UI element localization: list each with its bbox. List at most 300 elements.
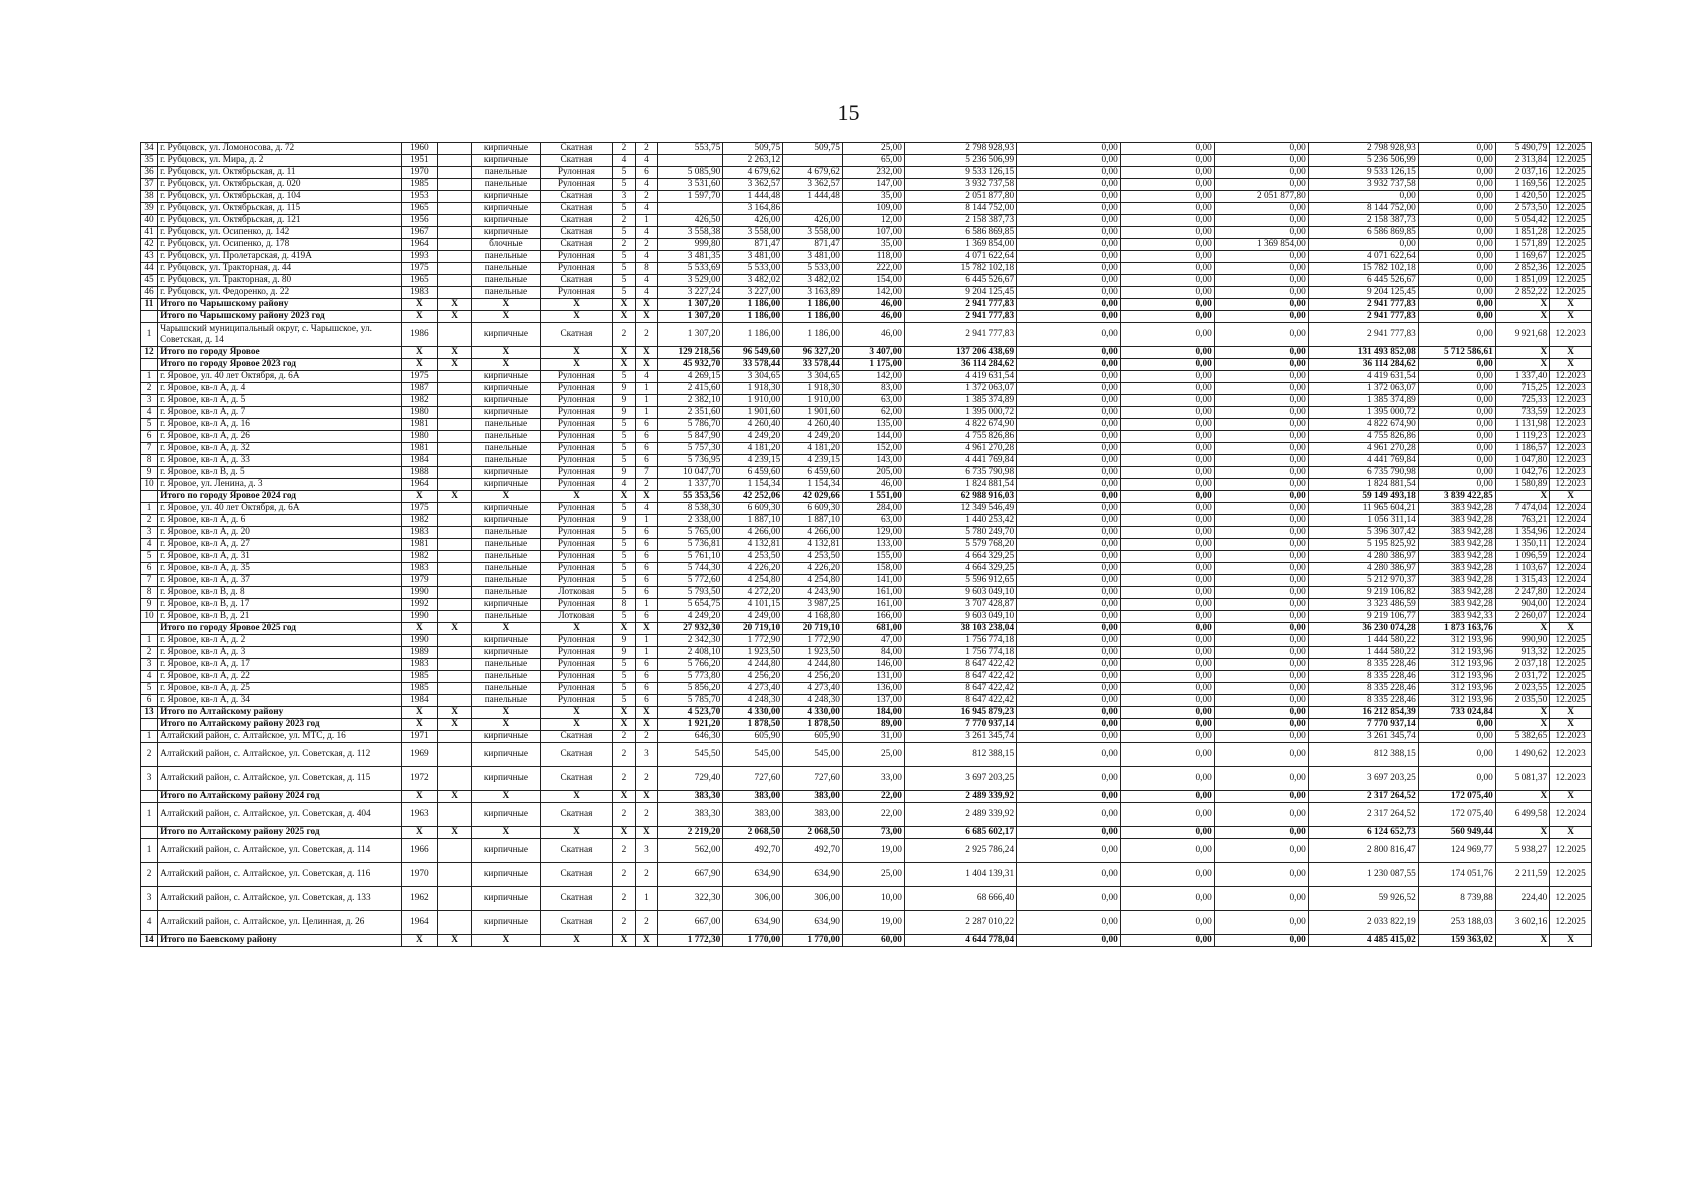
overhaul-year-cell (438, 419, 472, 431)
other-funds-cell: 383 942,28 (1418, 575, 1495, 587)
residents-cell: 25,00 (842, 863, 904, 887)
regional-funds-cell: 0,00 (1120, 635, 1214, 647)
cost-per-sqm-cell: 2 260,07 (1495, 611, 1549, 623)
residential-area-cell: 509,75 (783, 143, 843, 155)
roof-type-cell: Скатная (540, 743, 613, 767)
owners-funds-cell: 0,00 (1308, 191, 1418, 203)
residential-area-cell: 634,90 (783, 863, 843, 887)
planned-date-cell: 12.2025 (1550, 647, 1592, 659)
floors-cell: 3 (613, 191, 635, 203)
local-funds-cell: 0,00 (1214, 635, 1308, 647)
overhaul-year-cell (438, 635, 472, 647)
roof-type-cell: Скатная (540, 227, 613, 239)
federal-funds-cell: 0,00 (1017, 623, 1121, 635)
row-number-cell: 39 (141, 203, 158, 215)
address-cell: г. Яровое, кв-л А, д. 26 (158, 431, 402, 443)
residential-area-cell (783, 203, 843, 215)
other-funds-cell: 383 942,33 (1418, 611, 1495, 623)
roof-type-cell: Рулонная (540, 659, 613, 671)
total-cost-cell: 3 697 203,25 (904, 767, 1016, 791)
entrances-cell: 6 (635, 683, 657, 695)
federal-funds-cell: 0,00 (1017, 827, 1121, 839)
regional-funds-cell: 0,00 (1120, 611, 1214, 623)
premises-area-cell: 634,90 (723, 911, 783, 935)
cost-per-sqm-cell: 1 103,67 (1495, 563, 1549, 575)
wall-material-cell: X (472, 359, 540, 371)
federal-funds-cell: 0,00 (1017, 863, 1121, 887)
planned-date-cell: 12.2023 (1550, 479, 1592, 491)
table-row (141, 731, 1592, 743)
total-area-cell: 426,50 (658, 215, 723, 227)
table-row (141, 179, 1592, 191)
roof-type-cell: X (540, 707, 613, 719)
regional-funds-cell: 0,00 (1120, 587, 1214, 599)
local-funds-cell: 2 051 877,80 (1214, 191, 1308, 203)
cost-per-sqm-cell: 1 169,56 (1495, 179, 1549, 191)
owners-funds-cell: 1 372 063,07 (1308, 383, 1418, 395)
residents-cell: 284,00 (842, 503, 904, 515)
planned-date-cell: 12.2025 (1550, 695, 1592, 707)
table-row-total (141, 347, 1592, 359)
residential-area-cell: 4 248,30 (783, 695, 843, 707)
regional-funds-cell: 0,00 (1120, 299, 1214, 311)
federal-funds-cell: 0,00 (1017, 347, 1121, 359)
row-number-cell: 3 (141, 659, 158, 671)
cost-per-sqm-cell: 1 096,59 (1495, 551, 1549, 563)
commissioning-year-cell: 1975 (401, 503, 437, 515)
commissioning-year-cell: 1985 (401, 179, 437, 191)
overhaul-year-cell (438, 551, 472, 563)
floors-cell: 9 (613, 395, 635, 407)
owners-funds-cell: 1 395 000,72 (1308, 407, 1418, 419)
floors-cell: 5 (613, 275, 635, 287)
table-row (141, 587, 1592, 599)
cost-per-sqm-cell: X (1495, 311, 1549, 323)
premises-area-cell: 1 910,00 (723, 395, 783, 407)
total-cost-cell: 2 941 777,83 (904, 323, 1016, 347)
entrances-cell: 6 (635, 431, 657, 443)
federal-funds-cell: 0,00 (1017, 311, 1121, 323)
regional-funds-cell: 0,00 (1120, 887, 1214, 911)
residents-cell: 12,00 (842, 215, 904, 227)
local-funds-cell: 0,00 (1214, 299, 1308, 311)
planned-date-cell: X (1550, 491, 1592, 503)
floors-cell: 2 (613, 239, 635, 251)
floors-cell: 2 (613, 863, 635, 887)
planned-date-cell: 12.2024 (1550, 563, 1592, 575)
federal-funds-cell: 0,00 (1017, 359, 1121, 371)
total-cost-cell: 4 961 270,28 (904, 443, 1016, 455)
total-area-cell: 2 408,10 (658, 647, 723, 659)
premises-area-cell: 33 578,44 (723, 359, 783, 371)
address-cell: г. Рубцовск, ул. Тракторная, д. 80 (158, 275, 402, 287)
entrances-cell: 2 (635, 239, 657, 251)
residents-cell: 65,00 (842, 155, 904, 167)
address-cell: Алтайский район, с. Алтайское, ул. Советская, д. 133 (158, 887, 402, 911)
floors-cell: 5 (613, 287, 635, 299)
local-funds-cell: 0,00 (1214, 467, 1308, 479)
cost-per-sqm-cell: 733,59 (1495, 407, 1549, 419)
roof-type-cell: X (540, 791, 613, 803)
planned-date-cell: 12.2023 (1550, 743, 1592, 767)
wall-material-cell: кирпичные (472, 503, 540, 515)
owners-funds-cell: 3 261 345,74 (1308, 731, 1418, 743)
overhaul-year-cell (438, 407, 472, 419)
other-funds-cell: 8 739,88 (1418, 887, 1495, 911)
roof-type-cell: Рулонная (540, 635, 613, 647)
wall-material-cell: панельные (472, 419, 540, 431)
federal-funds-cell: 0,00 (1017, 539, 1121, 551)
roof-type-cell: Рулонная (540, 551, 613, 563)
local-funds-cell: 0,00 (1214, 683, 1308, 695)
planned-date-cell: 12.2023 (1550, 731, 1592, 743)
premises-area-cell: 1 923,50 (723, 647, 783, 659)
federal-funds-cell: 0,00 (1017, 467, 1121, 479)
residential-area-cell: 96 327,20 (783, 347, 843, 359)
federal-funds-cell: 0,00 (1017, 155, 1121, 167)
residents-cell: 35,00 (842, 239, 904, 251)
residents-cell: 205,00 (842, 467, 904, 479)
total-cost-cell: 12 349 546,49 (904, 503, 1016, 515)
owners-funds-cell: 4 961 270,28 (1308, 443, 1418, 455)
cost-per-sqm-cell: 2 313,84 (1495, 155, 1549, 167)
total-area-cell: 5 761,10 (658, 551, 723, 563)
owners-funds-cell: 2 941 777,83 (1308, 323, 1418, 347)
total-cost-cell: 4 419 631,54 (904, 371, 1016, 383)
total-area-cell: 3 558,38 (658, 227, 723, 239)
commissioning-year-cell: 1983 (401, 563, 437, 575)
floors-cell: 5 (613, 611, 635, 623)
entrances-cell: 4 (635, 179, 657, 191)
other-funds-cell: 383 942,28 (1418, 563, 1495, 575)
local-funds-cell: 0,00 (1214, 599, 1308, 611)
floors-cell: 5 (613, 179, 635, 191)
residents-cell: 133,00 (842, 539, 904, 551)
federal-funds-cell: 0,00 (1017, 887, 1121, 911)
federal-funds-cell: 0,00 (1017, 575, 1121, 587)
premises-area-cell: 4 226,20 (723, 563, 783, 575)
table-row (141, 551, 1592, 563)
other-funds-cell: 0,00 (1418, 143, 1495, 155)
other-funds-cell: 383 942,28 (1418, 599, 1495, 611)
other-funds-cell: 253 188,03 (1418, 911, 1495, 935)
cost-per-sqm-cell: 1 490,62 (1495, 743, 1549, 767)
total-area-cell: 5 736,95 (658, 455, 723, 467)
overhaul-year-cell (438, 275, 472, 287)
federal-funds-cell: 0,00 (1017, 635, 1121, 647)
total-cost-cell: 4 071 622,64 (904, 251, 1016, 263)
commissioning-year-cell: 1975 (401, 263, 437, 275)
regional-funds-cell: 0,00 (1120, 839, 1214, 863)
owners-funds-cell: 6 586 869,85 (1308, 227, 1418, 239)
planned-date-cell: 12.2023 (1550, 383, 1592, 395)
residents-cell: 31,00 (842, 731, 904, 743)
wall-material-cell: панельные (472, 551, 540, 563)
commissioning-year-cell: X (401, 707, 437, 719)
address-cell: г. Яровое, кв-л В, д. 8 (158, 587, 402, 599)
owners-funds-cell: 8 335 228,46 (1308, 695, 1418, 707)
premises-area-cell: 306,00 (723, 887, 783, 911)
table-row (141, 743, 1592, 767)
residential-area-cell: 492,70 (783, 839, 843, 863)
total-cost-cell: 2 158 387,73 (904, 215, 1016, 227)
table-row-total (141, 935, 1592, 947)
wall-material-cell: панельные (472, 443, 540, 455)
address-cell: г. Яровое, кв-л А, д. 25 (158, 683, 402, 695)
wall-material-cell: X (472, 935, 540, 947)
roof-type-cell: Скатная (540, 203, 613, 215)
cost-per-sqm-cell: X (1495, 707, 1549, 719)
total-area-cell: 5 773,80 (658, 671, 723, 683)
overhaul-year-cell (438, 215, 472, 227)
entrances-cell: 2 (635, 323, 657, 347)
commissioning-year-cell: 1963 (401, 803, 437, 827)
table-row (141, 503, 1592, 515)
total-area-cell: 2 382,10 (658, 395, 723, 407)
planned-date-cell: 12.2024 (1550, 803, 1592, 827)
other-funds-cell: 0,00 (1418, 167, 1495, 179)
regional-funds-cell: 0,00 (1120, 215, 1214, 227)
owners-funds-cell: 4 280 386,97 (1308, 551, 1418, 563)
total-area-cell: 646,30 (658, 731, 723, 743)
address-cell: г. Рубцовск, ул. Октябрьская, д. 11 (158, 167, 402, 179)
table-row (141, 215, 1592, 227)
row-number-cell: 4 (141, 407, 158, 419)
table-row (141, 167, 1592, 179)
local-funds-cell: 0,00 (1214, 539, 1308, 551)
planned-date-cell: 12.2024 (1550, 539, 1592, 551)
premises-area-cell: 3 304,65 (723, 371, 783, 383)
total-cost-cell: 9 533 126,15 (904, 167, 1016, 179)
owners-funds-cell: 8 335 228,46 (1308, 671, 1418, 683)
residents-cell: 142,00 (842, 371, 904, 383)
federal-funds-cell: 0,00 (1017, 455, 1121, 467)
regional-funds-cell: 0,00 (1120, 575, 1214, 587)
roof-type-cell: Рулонная (540, 539, 613, 551)
regional-funds-cell: 0,00 (1120, 863, 1214, 887)
roof-type-cell: Рулонная (540, 683, 613, 695)
total-cost-cell: 137 206 438,69 (904, 347, 1016, 359)
total-cost-cell: 2 941 777,83 (904, 299, 1016, 311)
entrances-cell: 2 (635, 803, 657, 827)
total-cost-cell: 9 204 125,45 (904, 287, 1016, 299)
residents-cell: 129,00 (842, 527, 904, 539)
row-number-cell: 12 (141, 347, 158, 359)
entrances-cell: 4 (635, 503, 657, 515)
other-funds-cell: 159 363,02 (1418, 935, 1495, 947)
entrances-cell: 1 (635, 407, 657, 419)
total-cost-cell: 2 287 010,22 (904, 911, 1016, 935)
overhaul-year-cell (438, 191, 472, 203)
table-row (141, 239, 1592, 251)
premises-area-cell: 3 227,00 (723, 287, 783, 299)
total-cost-cell: 5 579 768,20 (904, 539, 1016, 551)
cost-per-sqm-cell: 1 047,80 (1495, 455, 1549, 467)
row-number-cell: 5 (141, 551, 158, 563)
floors-cell: X (613, 623, 635, 635)
regional-funds-cell: 0,00 (1120, 683, 1214, 695)
row-number-cell: 10 (141, 479, 158, 491)
entrances-cell: 1 (635, 515, 657, 527)
total-cost-cell: 1 395 000,72 (904, 407, 1016, 419)
wall-material-cell: X (472, 719, 540, 731)
residents-cell: 107,00 (842, 227, 904, 239)
residential-area-cell: 2 068,50 (783, 827, 843, 839)
owners-funds-cell: 8 335 228,46 (1308, 659, 1418, 671)
regional-funds-cell: 0,00 (1120, 347, 1214, 359)
local-funds-cell: 0,00 (1214, 179, 1308, 191)
roof-type-cell: Скатная (540, 323, 613, 347)
owners-funds-cell: 5 212 970,37 (1308, 575, 1418, 587)
entrances-cell: 6 (635, 551, 657, 563)
premises-area-cell: 1 186,00 (723, 299, 783, 311)
table-row (141, 647, 1592, 659)
local-funds-cell: 0,00 (1214, 527, 1308, 539)
overhaul-year-cell (438, 803, 472, 827)
entrances-cell: 7 (635, 467, 657, 479)
address-cell: г. Яровое, кв-л А, д. 5 (158, 395, 402, 407)
federal-funds-cell: 0,00 (1017, 911, 1121, 935)
residential-area-cell: 306,00 (783, 887, 843, 911)
address-cell: г. Рубцовск, ул. Мира, д. 2 (158, 155, 402, 167)
commissioning-year-cell: 1980 (401, 431, 437, 443)
overhaul-year-cell (438, 599, 472, 611)
cost-per-sqm-cell: 1 119,23 (1495, 431, 1549, 443)
local-funds-cell: 0,00 (1214, 143, 1308, 155)
total-area-cell: 3 531,60 (658, 179, 723, 191)
table-row (141, 695, 1592, 707)
planned-date-cell: 12.2025 (1550, 887, 1592, 911)
other-funds-cell: 0,00 (1418, 299, 1495, 311)
overhaul-year-cell (438, 767, 472, 791)
table-row (141, 839, 1592, 863)
wall-material-cell: X (472, 491, 540, 503)
roof-type-cell: Рулонная (540, 695, 613, 707)
table-row (141, 479, 1592, 491)
premises-area-cell: 4 256,20 (723, 671, 783, 683)
cost-per-sqm-cell: 224,40 (1495, 887, 1549, 911)
floors-cell: 2 (613, 323, 635, 347)
residential-area-cell: 1 918,30 (783, 383, 843, 395)
premises-area-cell: 1 770,00 (723, 935, 783, 947)
entrances-cell: 2 (635, 767, 657, 791)
planned-date-cell: 12.2025 (1550, 215, 1592, 227)
total-area-cell: 5 757,30 (658, 443, 723, 455)
other-funds-cell: 560 949,44 (1418, 827, 1495, 839)
total-area-cell: 1 337,70 (658, 479, 723, 491)
planned-date-cell: 12.2025 (1550, 263, 1592, 275)
commissioning-year-cell: 1983 (401, 659, 437, 671)
address-cell: Алтайский район, с. Алтайское, ул. Советская, д. 404 (158, 803, 402, 827)
owners-funds-cell: 36 230 074,28 (1308, 623, 1418, 635)
premises-area-cell: 1 154,34 (723, 479, 783, 491)
cost-per-sqm-cell: 2 031,72 (1495, 671, 1549, 683)
residents-cell: 158,00 (842, 563, 904, 575)
commissioning-year-cell: 1970 (401, 167, 437, 179)
total-cost-cell: 4 822 674,90 (904, 419, 1016, 431)
cost-per-sqm-cell: 1 042,76 (1495, 467, 1549, 479)
premises-area-cell: 492,70 (723, 839, 783, 863)
row-number-cell: 13 (141, 707, 158, 719)
address-cell: Итого по Чарышскому району (158, 299, 402, 311)
commissioning-year-cell: 1982 (401, 395, 437, 407)
overhaul-year-cell (438, 383, 472, 395)
premises-area-cell: 42 252,06 (723, 491, 783, 503)
floors-cell: 5 (613, 503, 635, 515)
floors-cell: 2 (613, 887, 635, 911)
roof-type-cell: X (540, 623, 613, 635)
entrances-cell: 4 (635, 287, 657, 299)
local-funds-cell: 0,00 (1214, 743, 1308, 767)
residential-area-cell: 1 770,00 (783, 935, 843, 947)
premises-area-cell: 383,00 (723, 791, 783, 803)
row-number-cell: 1 (141, 503, 158, 515)
owners-funds-cell: 4 419 631,54 (1308, 371, 1418, 383)
table-row (141, 527, 1592, 539)
federal-funds-cell: 0,00 (1017, 707, 1121, 719)
residential-area-cell: 1 186,00 (783, 323, 843, 347)
regional-funds-cell: 0,00 (1120, 263, 1214, 275)
total-cost-cell: 8 144 752,00 (904, 203, 1016, 215)
total-area-cell: 1 307,20 (658, 323, 723, 347)
row-number-cell: 8 (141, 455, 158, 467)
residents-cell: 19,00 (842, 839, 904, 863)
table-row (141, 863, 1592, 887)
overhaul-year-cell (438, 323, 472, 347)
row-number-cell: 4 (141, 911, 158, 935)
planned-date-cell: X (1550, 719, 1592, 731)
regional-funds-cell: 0,00 (1120, 563, 1214, 575)
residents-cell: 166,00 (842, 611, 904, 623)
local-funds-cell: 0,00 (1214, 563, 1308, 575)
residential-area-cell (783, 155, 843, 167)
cost-per-sqm-cell: 2 573,50 (1495, 203, 1549, 215)
commissioning-year-cell: X (401, 491, 437, 503)
planned-date-cell: 12.2025 (1550, 167, 1592, 179)
total-area-cell: 5 772,60 (658, 575, 723, 587)
regional-funds-cell: 0,00 (1120, 203, 1214, 215)
commissioning-year-cell: 1975 (401, 371, 437, 383)
residential-area-cell: 4 260,40 (783, 419, 843, 431)
planned-date-cell: 12.2025 (1550, 911, 1592, 935)
regional-funds-cell: 0,00 (1120, 599, 1214, 611)
total-area-cell: 5 847,90 (658, 431, 723, 443)
other-funds-cell: 0,00 (1418, 467, 1495, 479)
overhaul-year-cell (438, 239, 472, 251)
residents-cell: 222,00 (842, 263, 904, 275)
regional-funds-cell: 0,00 (1120, 311, 1214, 323)
address-cell: г. Яровое, кв-л А, д. 34 (158, 695, 402, 707)
overhaul-year-cell (438, 479, 472, 491)
other-funds-cell: 1 873 163,76 (1418, 623, 1495, 635)
planned-date-cell: 12.2024 (1550, 575, 1592, 587)
row-number-cell: 43 (141, 251, 158, 263)
local-funds-cell: 0,00 (1214, 659, 1308, 671)
premises-area-cell: 4 248,30 (723, 695, 783, 707)
residents-cell: 19,00 (842, 911, 904, 935)
federal-funds-cell: 0,00 (1017, 215, 1121, 227)
floors-cell: X (613, 935, 635, 947)
other-funds-cell: 0,00 (1418, 263, 1495, 275)
floors-cell: X (613, 719, 635, 731)
other-funds-cell: 0,00 (1418, 719, 1495, 731)
overhaul-year-cell: X (438, 935, 472, 947)
other-funds-cell: 0,00 (1418, 239, 1495, 251)
residents-cell: 135,00 (842, 419, 904, 431)
wall-material-cell: X (472, 347, 540, 359)
regional-funds-cell: 0,00 (1120, 719, 1214, 731)
row-number-cell (141, 791, 158, 803)
